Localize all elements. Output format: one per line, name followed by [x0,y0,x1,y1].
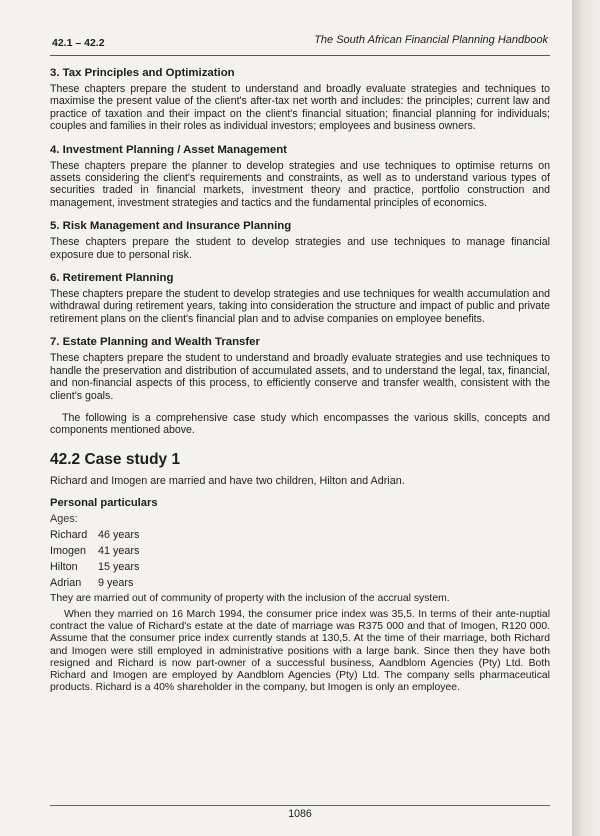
page-content [50,66,550,694]
person-age: 46 years [98,528,140,541]
section-title: 7. Estate Planning and Wealth Transfer [50,336,260,349]
detail-paragraph: When they married on 16 March 1994, the consumer price index was 35,5. In terms of their ante-nuptial contract the value of Richard's estate at the date of marriage was R375 000 and that of Imogen, R120 000. Assume that the consumer price index currently stands at 130,5. At the time of their marriage, both Richard and Imogen were still employed in administrative positions with a large bank. Since then they have both resigned and Richard is now part-owner of a successful business, Aandblom Agencies (Pty) Ltd. Both Richard and Imogen are employed by Aandblom Agencies (Pty) Ltd. The company sells pharmaceutical products. Richard is a 40% shareholder in the company, but Imogen is only an employee. [50,608,550,694]
section-tax [50,66,550,133]
person-name: Imogen [50,544,87,557]
section-body: These chapters prepare the student to understand and broadly evaluate strategies and use techniques to handle the preservation and distribution of accumulated assets, and to understand the legal, tax, financial, and non-financial aspects of this process, to efficiently conserve and transfer wealth, consistent with the client's goals. [50,352,550,402]
person-age: 9 years [98,576,134,589]
section-title: 5. Risk Management and Insurance Planning [50,220,292,233]
ages-list [50,527,550,591]
age-row [50,559,550,575]
case-study-heading: 42.2 Case study 1 [50,450,181,468]
section-range: 42.1 – 42.2 [52,37,105,49]
section-title: 3. Tax Principles and Optimization [50,67,235,79]
section-title: 6. Retirement Planning [50,272,174,285]
page-edge [572,0,600,836]
book-title: The South African Financial Planning Handbook [314,34,548,46]
age-row [50,543,550,559]
section-body: These chapters prepare the student to understand and broadly evaluate strategies and techniques to maximise the present value of the client's after-tax net worth and includes: the principles; current law and practice of taxation and their impact on the client's financial situation; financial planning for individuals; couples and families in their roles as individual investors; employees and business owners. [50,83,550,133]
case-study-lead-in: The following is a comprehensive case study which encompasses the various skills, concepts and components mentioned above. [50,411,550,437]
section-body: These chapters prepare the student to develop strategies and use techniques for wealth accumulation and withdrawal during retirement years, taking into consideration the structure and impact of public and private retirement plans on the client's financial plan and to advise companies on employee benefits. [50,288,550,325]
running-header [52,34,548,52]
section-retirement [50,271,550,325]
case-study-intro: Richard and Imogen are married and have two children, Hilton and Adrian. [50,474,405,487]
personal-particulars-title: Personal particulars [50,496,158,509]
person-name: Hilton [50,560,78,573]
ages-label: Ages: [50,512,78,525]
section-body: These chapters prepare the student to develop strategies and use techniques to manage financial exposure due to personal risk. [50,236,550,261]
section-risk [50,219,550,261]
section-title: 4. Investment Planning / Asset Management [50,143,287,156]
header-divider [50,55,550,56]
age-row [50,527,550,543]
person-name: Adrian [50,576,82,589]
section-investment [50,143,550,210]
page-number: 1086 [288,808,312,820]
person-age: 41 years [98,544,140,557]
person-age: 15 years [98,560,140,573]
age-row [50,575,550,591]
person-name: Richard [50,528,88,541]
section-estate [50,335,550,402]
section-body: These chapters prepare the planner to develop strategies and use techniques to optimise returns on assets considering the client's requirements and constraints, as well as to understand various types of securities traded in financial markets, investment theory and practice, portfolio construction and management, investment strategies and tactics and the fundamental principles of economics. [50,159,550,209]
footer-divider [50,805,550,806]
marriage-paragraph: They are married out of community of property with the inclusion of the accrual system. [50,592,450,604]
